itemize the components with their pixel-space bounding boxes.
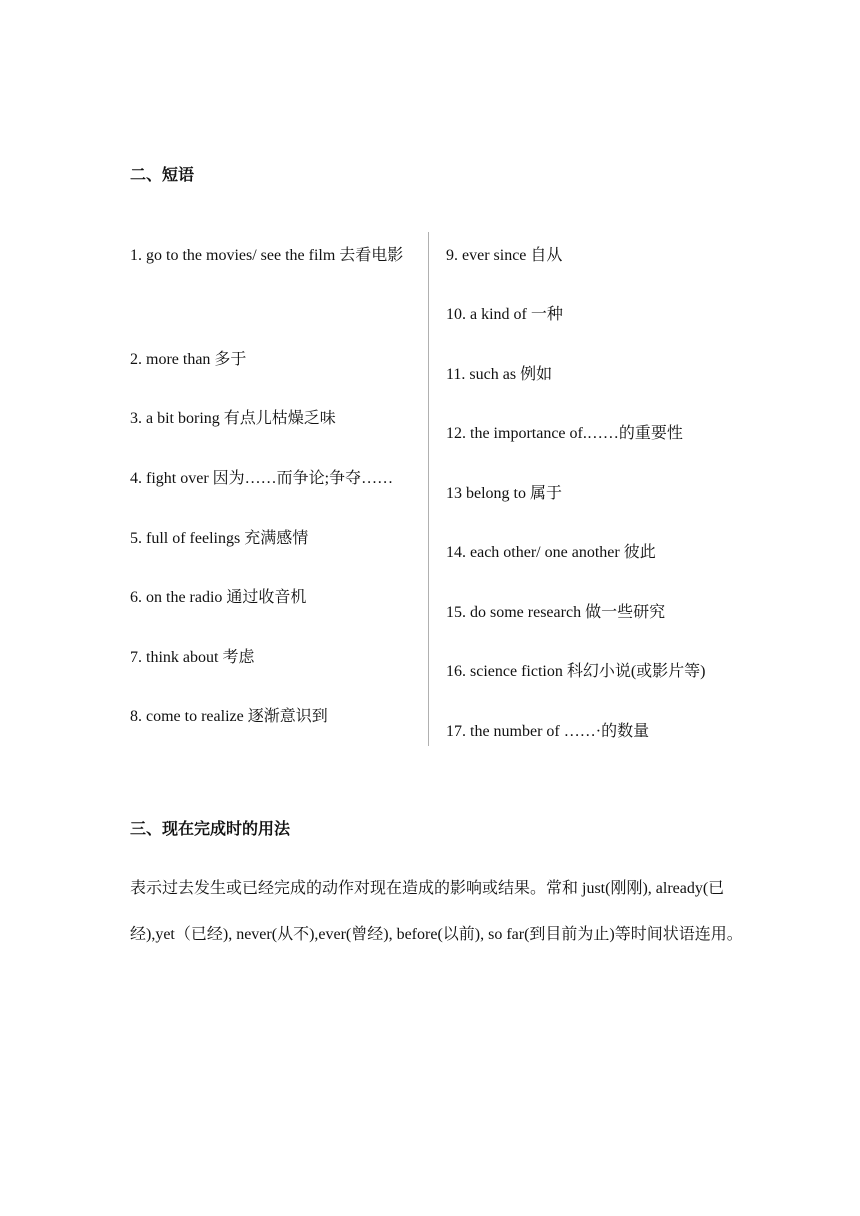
- phrase-item-17: 17. the number of ……·的数量: [446, 723, 650, 740]
- phrase-item-11: 11. such as 例如: [446, 366, 553, 383]
- phrase-item-15: 15. do some research 做一些研究: [446, 604, 666, 621]
- phrase-item-13: 13 belong to 属于: [446, 485, 562, 502]
- phrase-item-10: 10. a kind of 一种: [446, 306, 563, 323]
- phrase-item-9: 9. ever since 自从: [446, 247, 563, 264]
- phrase-item-1: 1. go to the movies/ see the film 去看电影: [130, 247, 404, 264]
- column-divider: [428, 232, 429, 746]
- section-heading-phrases: 二、短语: [130, 165, 195, 184]
- section-heading-present-perfect: 三、现在完成时的用法: [130, 819, 291, 838]
- phrase-item-12: 12. the importance of.……的重要性: [446, 425, 683, 442]
- phrase-item-3: 3. a bit boring 有点儿枯燥乏味: [130, 410, 336, 427]
- phrase-item-7: 7. think about 考虑: [130, 649, 255, 666]
- phrase-item-6: 6. on the radio 通过收音机: [130, 589, 307, 606]
- phrase-item-16: 16. science fiction 科幻小说(或影片等): [446, 663, 706, 680]
- phrase-item-8: 8. come to realize 逐渐意识到: [130, 708, 328, 725]
- phrase-item-5: 5. full of feelings 充满感情: [130, 530, 309, 547]
- phrase-item-2: 2. more than 多于: [130, 351, 247, 368]
- phrase-item-4: 4. fight over 因为……而争论;争夺……: [130, 470, 394, 487]
- phrase-item-14: 14. each other/ one another 彼此: [446, 544, 656, 561]
- present-perfect-explanation: 表示过去发生或已经完成的动作对现在造成的影响或结果。常和 just(刚刚), already(已经),yet（已经), never(从不),ever(曾经), before(以前), so far(到目前为止)等时间状语连用。: [130, 880, 743, 943]
